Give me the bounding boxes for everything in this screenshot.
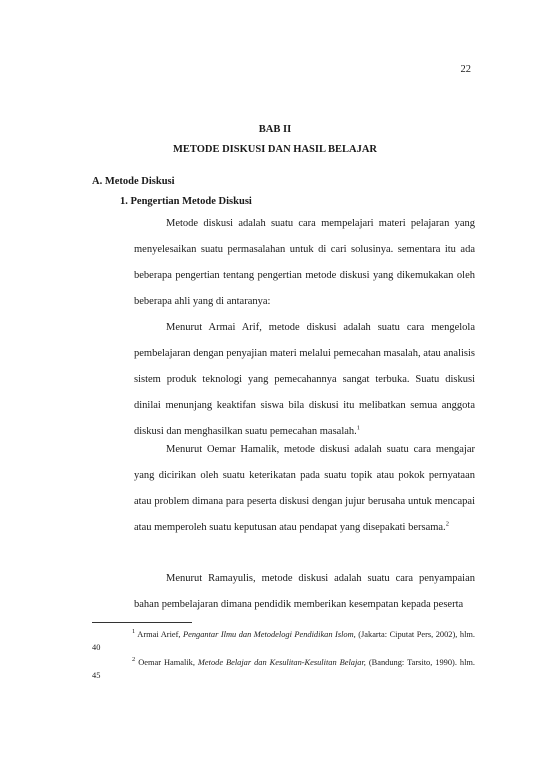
section-heading: A. Metode Diskusi: [92, 176, 175, 187]
footnote-publisher: (Bandung: Tarsito, 1990). hlm. 45: [92, 658, 476, 680]
footnote-number: 2: [132, 656, 136, 664]
chapter-number: BAB II: [258, 124, 292, 135]
page-number: 22: [460, 64, 471, 75]
footnote-author: Oemar Hamalik,: [138, 658, 195, 667]
footnote-2: [92, 656, 475, 682]
footnote-publisher: (Jakarta: Ciputat Pers, 2002), hlm. 40: [92, 630, 476, 652]
footnote-ref: 1: [356, 424, 361, 432]
paragraph-armai-arif: [134, 315, 475, 445]
footnote-ref: 2: [445, 520, 449, 528]
footnote-number: 1: [132, 628, 136, 636]
paragraph-text: Menurut Ramayulis, metode diskusi adalah suatu cara penyampaian bahan pembelajaran dimana pendidik memberikan kesempatan kepada peserta: [134, 573, 475, 610]
footnote-author: Armai Arief,: [137, 630, 181, 639]
footnote-1: [92, 628, 475, 654]
paragraph-ramayulis: [134, 566, 475, 618]
paragraph-text: Menurut Oemar Hamalik, metode diskusi adalah suatu cara mengajar yang dicirikan oleh suatu keterikatan pada suatu topik atau pokok pernyataan atau problem dimana para peserta diskusi dengan jujur berusaha untuk mencapai atau memperoleh suatu keputusan atau pendapat yang disepakati bersama.: [134, 444, 475, 533]
paragraph-text: Menurut Armai Arif, metode diskusi adalah suatu cara mengelola pembelajaran dengan penyajian materi melalui pemecahan masalah, atau analisis sistem produk teknologi yang pemecahannya sangat terbuka. Suatu diskusi dinilai menunjang keaktifan siswa bila diskusi itu melibatkan semua anggota diskusi dan menghasilkan suatu pemecahan masalah.: [134, 322, 475, 437]
footnote-title: Pengantar Ilmu dan Metodelogi Pendidikan Islom,: [183, 630, 356, 639]
paragraph-definition: [134, 211, 475, 315]
paragraph-oemar-hamalik: [134, 437, 475, 541]
chapter-title: METODE DISKUSI DAN HASIL BELAJAR: [172, 144, 378, 155]
subsection-heading: 1. Pengertian Metode Diskusi: [120, 196, 252, 207]
footnote-divider: [92, 622, 192, 623]
paragraph-text: Metode diskusi adalah suatu cara mempelajari materi pelajaran yang menyelesaikan suatu permasalahan untuk di cari solusinya. sementara itu ada beberapa pengertian tentang pengertian metode diskusi yang dikemukakan oleh beberapa ahli yang di antaranya:: [134, 218, 475, 307]
footnote-title: Metode Belajar dan Kesulitan-Kesulitan Belajar,: [197, 658, 366, 667]
